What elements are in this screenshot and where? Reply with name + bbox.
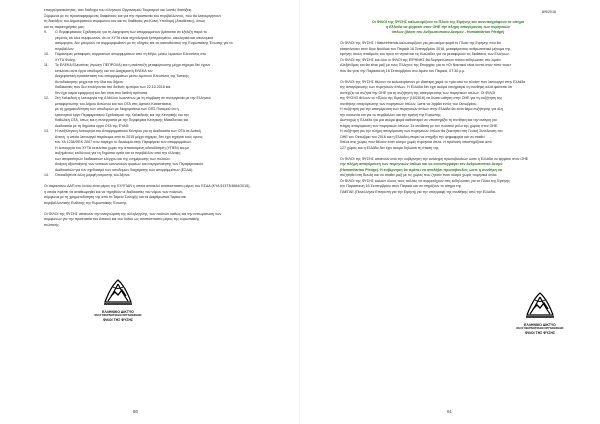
logo-emblem-icon [523, 289, 557, 323]
text-line: με τη χρηματοδότηση των υποδομών με διαχειριστικά των ΟΠΣ Ποταμού ότι η [55, 107, 179, 111]
list-item [44, 96, 258, 129]
text-line: του ΥΑ 1234/ΦΕΚ 2007 που παρέχει το δικαίωμα στην Περιφέρεια των απορριμμάτων. [55, 140, 193, 144]
text-line: Διαδικασία με τη δημόσια έργα ΟΤΑ της ΕΥΑΘ. [55, 123, 130, 128]
text-line: Η ανεξέλεγκτη λειτουργία του Απορριμματικού Κέντρου για τη Διαδικασία των ΟΤΑ σε Δυτική [55, 129, 201, 133]
list-item [44, 30, 258, 52]
text-line: της ΦΥΣΗΣ θέλουν το «Πλοίο της Ειρήνης» (10/2016) να δώσει ώθηση στην ΟΗΕ για τη συζήτηση της [340, 96, 503, 101]
text-line-emphasis: την πλήρη απαγόρευση των πυρηνικών όπλων και να συνυπογράψει τον Ανθρωπιστικό Δεσμό [340, 162, 503, 167]
text-line: πολιτικής. [44, 222, 60, 227]
logo-line: ΕΛΛΗΝΙΚΟ ΔΙΚΤΥΟ [102, 310, 134, 314]
text-line: αυξημένους κινδύνους για τη δημόσια υγεία και το περιβάλλον από την έλλειψη [55, 151, 181, 155]
text-line: ΟΗΕ τον Οκτώβριο του 2016 και η Ελλάδα μπορεί να στηρίξει την ψηφοφορία και να σταθεί [340, 134, 485, 139]
text-line: ερευνητικό έργο Περιφερειακού Σχεδιασμού της Χαλκιδικής και της Κεντρικής και την [55, 112, 189, 117]
text-line: Η λειτουργία του ΧΥΤΑ εκτελείται χωρίς την απαιτούμενη αδειοδότηση (ΥΠΕΝ) και με [55, 145, 190, 150]
text-line: Καθολική ΟΤΑ, όπως και η συνεργασία με την Περιφέρεια Κεντρικής Μακεδονίας και [55, 118, 189, 122]
text-line: μεταφόρτωσης του Δήμου Αντώνου και του ΟΤΑ στις Αρτικές Καταστάσεις. [55, 101, 173, 106]
logo-emblem-icon [101, 276, 135, 310]
press-release-headline [340, 20, 556, 36]
left-page-body [44, 8, 258, 228]
text-line: επαγγελματικότητας, σαν διάδοχοι του ελληνικού Οργανισμού Τουρισμού και λοιπές διατάξεις. [44, 8, 193, 12]
right-page [300, 0, 600, 424]
date-line: 8/9/2016 [541, 10, 556, 14]
friends-of-nature-logo [88, 276, 148, 334]
text-line: συνθήκης απαγόρευσης των πυρηνικών όπλων, ώστε να ληφθεί εντός του Οκτωβρίου. [340, 101, 478, 106]
numbered-list [44, 30, 258, 179]
list-number: 10. [44, 52, 49, 56]
body-paragraph [340, 41, 556, 74]
text-line: συμφώνων για την προστασία του Αττικού και του Ιονίου ως αναπόσπαστο μέρος της ευρωπαϊκής [44, 217, 200, 221]
text-line: η οποία πρέπει να αναθεωρηθεί και να τηρηθούν οι διαδικασίες του νόμου των πολιτών, [44, 189, 184, 194]
text-line: την Παρασκευή 16 Σεπτεμβρίου στον Πειραιά και να στηρίξουν το αίτημα της [340, 184, 462, 189]
text-line: Οποιαδήποτε άλλη μορφή εκτροπής του Άξονα. [55, 173, 131, 177]
text-line: και τις παρατηρήσεις μας: [44, 24, 85, 29]
text-line: πλήρη απαγόρευση των πυρηνικών όπλων. Σε αντίθεση με τον πολιτικό ρόλο της χώρας στον ΟΗΕ. [340, 123, 499, 128]
logo-line: ΜΗ ΚΥΒΕΡΝΗΤΙΚΩΝ ΟΡΓΑΝΩΣΕΩΝ [94, 314, 142, 318]
logo-line: ΜΗ ΚΥΒΕΡΝΗΤΙΚΩΝ ΟΡΓΑΝΩΣΕΩΝ [516, 327, 564, 331]
text-line: ΧΥΤΑ Φυλής. [55, 57, 77, 62]
text-line: Σύμφωνα με τις προαναφερόμενες διαφάνειες και για την προστασία του περιβάλλοντος, που θα λειτουργήσουν [44, 13, 222, 18]
text-line: περιβάλλον. [55, 46, 75, 51]
text-line: την κοινωνία και για το περιβάλλον και την ειρήνη της Ευρώπης. [340, 112, 442, 117]
text-line: ειρήνης στους σταθμούς του προς τα νησιά και τις Κυκλάδες για να μεταφέρουν τις διαθέσεις των Ελλήνων. [340, 52, 510, 57]
text-line: διαδικασίες που δεν επιλέγονται στο διεθνές εμπόριο των 22.10.2018 και [55, 85, 171, 89]
body-paragraph [340, 80, 556, 152]
text-line: Αλεξάνδρας και θα είναι μαζί με τους Έλληνες της Επαρχίας για το «Οι Ναυτικοί είναι κοντά στον τόπο τους» [340, 63, 512, 68]
text-line: Ο Περιφερειακός Σχεδιασμός για τη Διαχείριση των απορριμμάτων βρίσκεται σε εξέλιξη παρά το [55, 30, 207, 34]
logo-line: ΦΙΛΟΙ ΤΗΣ ΦΥΣΗΣ [102, 317, 134, 322]
logo-line: ΦΙΛΟΙ ΤΗΣ ΦΥΣΗΣ [524, 330, 556, 335]
list-number: 11. [44, 63, 49, 67]
text-line: ασύμφοροι, δεν μπορούν να συμμορφωθούν με τις οδηγίες και τις κατευθύνσεις της Ευρωπαϊκής Ένωσης για το [55, 41, 233, 45]
text-line: Οι ΦΙΛΟΙ της ΦΥΣΗΣ απαιτούν από την κυβέρνηση την ανάληψη πρωτοβουλιών ώστε η Ελλάδα να ψηφίσει στον ΟΗΕ [340, 156, 529, 161]
logo-line: ΕΛΛΗΝΙΚΟ ΔΙΚΤΥΟ [524, 323, 556, 327]
page-number: 60 [133, 409, 139, 414]
text-line: Δυστυχώς η Ελλάδα για μια ακόμα φορά καθυστερεί να υποστηρίξει τη συνθήκη και την ανάγκη για [340, 118, 497, 123]
headline-line: η Ελλάδα να ψηφίσει στον ΟΗΕ την πλήρη απαγόρευση των πυρηνικών [385, 24, 511, 29]
right-page-body [340, 10, 556, 195]
text-line: σύμφωνα με τη χρηματοδότηση της από το Ταμείο Συνοχής και τα Διαρθρωτικά Ταμεία και [44, 195, 187, 199]
text-line: Η συζήτηση για την απαγόρευση των πυρηνικών όπλων στην Ελλάδα θα είναι θέμα συζήτησης για όλη [340, 107, 503, 112]
intro-paragraph [44, 8, 258, 30]
text-line: Οι ΦΙΛΟΙ της ΦΥΣΗΣ απαιτούν την αναγνώριση της αλληλεγγύης, των πολιτών καθώς και την ενσωμάτωση των [44, 211, 222, 216]
list-item [44, 129, 258, 173]
text-line: εκτελέσει ούτε έργα υποδομής και τον Διαχειριστή ΕΛΕΚΑ τον [55, 68, 153, 73]
text-line: περιβαλλοντικής Ευθύνης της Ευρωπαϊκής Ένωσης. [44, 200, 128, 205]
list-number: 12. [44, 96, 49, 100]
text-line: Οι ΦΙΛΟΙ της ΦΥΣΗΣ / Naturefriends καλωσορίζουν για μια ακόμα φορά το Πλοίο της Ειρήνης που θα [340, 41, 501, 46]
text-line-emphasis: (Humanitarian Pledge). Η κυβέρνηση θα πρέπει να αναλάβει πρωτοβουλίες ώστε η συνθήκη να [340, 167, 502, 172]
text-line: Διαδικασιών για τον σχεδιασμό των υποδομών διαχείρισης των απορριμμάτων (ΕΣΔΑ). [55, 167, 194, 172]
friends-of-nature-logo [510, 289, 570, 347]
list-item [44, 173, 258, 179]
closing-paragraph [44, 184, 258, 206]
list-number: 13. [44, 129, 49, 133]
list-item [44, 63, 258, 96]
text-line: Το ΕΛΕΚΑ Ελευσίνας (πρώην ΠΕΠΡΟΛΑ) και η ανάπτυξη μεταφόρτωσης μέχρι σήμερα δεν έχουν [55, 63, 211, 67]
text-line: Παράνομες μεταφορές σύμμεικτων απορριμμάτων από τη Μήλο, μέσω λιμανιών Ελευσίνας στο [55, 52, 206, 56]
text-line: των απαραίτητων διαδικασιών ελέγχου και της ενημέρωσης των πολιτών. [55, 156, 171, 161]
page-number: 61 [447, 409, 453, 414]
text-line: δεν έχει καμία εφαρμογή και δεν είναι στα διεθνή πρότυπα. [55, 90, 149, 95]
text-line: συζητηθεί στη Βουλή και να σταθεί μαζί με τις χώρες που ζητούν έναν κόσμο χωρίς πυρηνικά όπλα. [340, 173, 498, 178]
list-item [44, 52, 258, 63]
headline-line: όπλων (βάσει του Ανθρωπιστικού Δεσμού - Humanitarian Pledge) [391, 30, 505, 35]
text-line: της απαγόρευσης των πυρηνικών όπλων. Η Ελλάδα δεν έχει ακόμα υπογράψει τη συνθήκη αλλά φαίνεται ότι [340, 85, 513, 90]
text-line: Ανάγκη αξιοποίησης των τοπικών κοινωνικών φορέων και ενεργοποίησης των Περιφερειακών [55, 162, 204, 166]
body-paragraph [340, 157, 556, 196]
text-line: Οι ΦΙΛΟΙ της ΦΥΣΗΣ και όλοι οι ΦΙΛΟΙ της ΕΙΡΗΝΗΣ θα διοργανώσουν πάντα εκδηλώσεις στο λιμάνι [340, 57, 501, 62]
text-line: Διαχειριστική εγκατάσταση του απορριμμάτων μέσω λιμανιού Ελευσίνας της Τοπικής [55, 74, 189, 78]
headline-line: Οι ΦΙΛΟΙ της ΦΥΣΗΣ καλωσορίζουν το Πλοίο της Ειρήνης και συνυπογράφουν το αίτημα [371, 19, 525, 24]
list-number: 14. [44, 173, 49, 177]
text-line: Οι παραπάνω ΔΑΠ στο Ιονίου είναι μέρος της ΕΧΥΠΑΝ η οποία αποτελεί αναπόσπαστο μέρος του ΕΣΔΑ (ΚΥΑ 51373/4684/2015), [44, 184, 251, 188]
text-line: γεγονός ότι όλοι συμφωνούν, ότι οι ΧΥΤΑ είναι τεχνολογικά ξεπερασμένοι, οικολογικά και οικονομικά [55, 35, 214, 40]
text-line: Οι ΦΙΛΟΙ της ΦΥΣΗΣ θέλουν να καλωσορίσουν με ιδιαίτερη χαρά το «μία από τα πλοία» που λειτουργεί στην Ελλάδα [340, 79, 526, 84]
text-line: καταπλεύσει στον Άγιο Νικόλαο του Πειραιά 16 Σεπτεμβρίου 2016, μεταφέροντας ανθρωπιστικό μήνυμα της [340, 46, 511, 51]
closing-paragraph [44, 212, 258, 229]
text-line: Η συζήτηση για την πλήρη απαγόρευση των πυρηνικών όπλων θα ξεκινήσει στη Γενική Συνέλευση του [340, 129, 503, 134]
list-number: 9. [44, 30, 47, 34]
text-line: συνεχίζει να συζητά την ΟΗΕ για τη συζήτηση της απαγόρευσης των πυρηνικών όπλων. Οι ΦΙΛΟΙ [340, 90, 496, 95]
text-line: 127 χώρες και η Ελλάδα δεν έχει ακόμα δηλώσει τη στάση της. [340, 145, 440, 150]
text-line: Αυτοδιοίκησης μέχρι και την ίδια του δήμου [55, 79, 124, 84]
text-line: τη διατάξεις του Δημοκρατικού συμφώνου του και τις διαθέσεις για Κοινή Υποδομή (Αποθέσεις), όπως [44, 19, 206, 23]
text-line: Οι ΦΙΛΟΙ της ΦΥΣΗΣ καλούν όλους τους πολίτες να συμμετέχουν στις εκδηλώσεις για το Πλοίο της Ειρήνης [340, 178, 511, 183]
text-line: Στη Χαλκιδική η λειτουργία της Α Μύλου Ιωαννίνων με τη σύμβαση σε συνεργασία με την Ελληνικό [55, 96, 211, 100]
text-line: που θα γίνει την Παρασκευή 16 Σεπτεμβρίου στο λιμάνι του Πειραιά, 07:30 μ.μ. [340, 68, 466, 73]
text-line: ΠΑΕΓΑΕ (Πανελλήνια Επιτροπή για την Ειρήνη) για την υπογραφή της συνθήκης από την Ελλάδα. [340, 189, 496, 194]
text-line: Αττική, η οποία λειτουργεί παράνομα από το 2015 μέχρι σήμερα, δεν έχει τηρήσει τους όρους [55, 134, 203, 139]
text-line: δίπλα στις χώρες που θέλουν έναν κόσμο χωρίς πυρηνικά όπλα. Η πρόταση υποστηρίζεται από [340, 140, 492, 145]
